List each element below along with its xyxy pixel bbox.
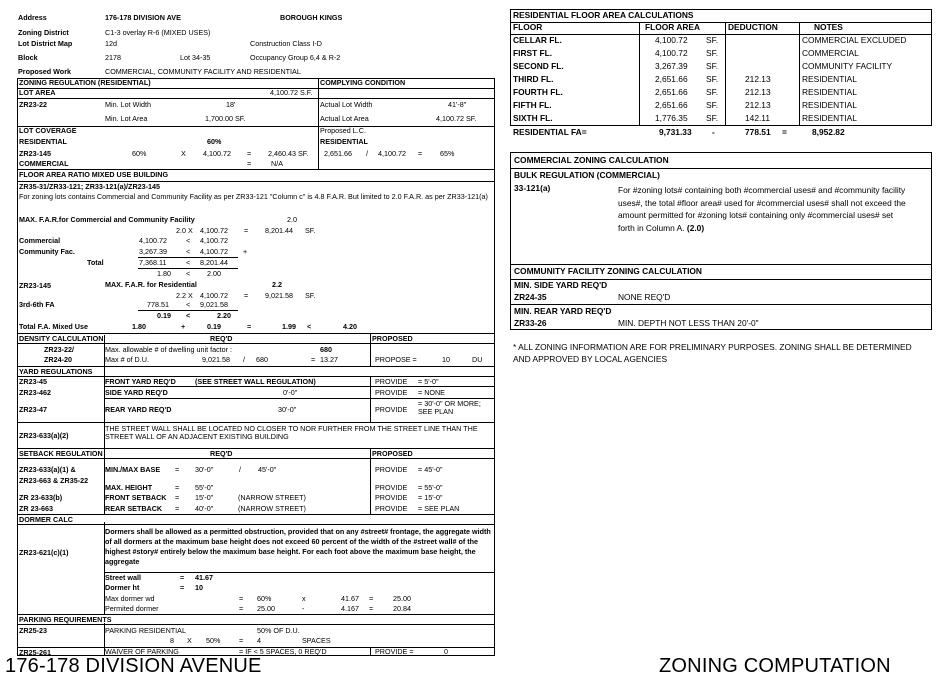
- dormer-permitted-label: Permited dormer: [105, 604, 159, 613]
- rfa-note: RESIDENTIAL: [802, 74, 857, 84]
- commercial-text-bold: (2.0): [686, 222, 705, 233]
- far-l2a: 2.2: [176, 291, 186, 300]
- dormer-mw6: 25.00: [393, 594, 411, 603]
- side-yard-value: NONE REQ'D: [618, 292, 671, 302]
- footer-address: 176-178 DIVISION AVENUE: [5, 655, 262, 677]
- lot-area-label: LOT AREA: [19, 88, 56, 97]
- yard-value-3: 30'-0": [278, 405, 297, 414]
- actual-lot-area-value: 4,100.72 SF.: [436, 114, 477, 123]
- lc-result: 2,460.43 SF.: [268, 149, 309, 158]
- far-community-label: Community Fac.: [19, 247, 75, 256]
- side-yard-label: MIN. SIDE YARD REQ'D: [514, 280, 608, 290]
- rfa-total-minus: -: [712, 127, 715, 137]
- far-m6: <: [307, 322, 312, 331]
- parking-waiver-provide: PROVIDE =: [375, 647, 414, 656]
- rfa-unit: SF.: [706, 48, 719, 58]
- bulk-regulation-label: BULK REGULATION (COMMERCIAL): [514, 170, 660, 180]
- dormer-pd3: -: [302, 604, 305, 613]
- proposed-work-value: COMMERCIAL, COMMUNITY FACILITY AND RESIDENTIAL: [105, 67, 301, 76]
- side-yard-code: ZR24-35: [514, 292, 547, 302]
- rfa-note: COMMUNITY FACILITY: [802, 61, 893, 71]
- setback-height-label: MAX. HEIGHT: [105, 483, 153, 492]
- rfa-area: 4,100.72: [655, 35, 688, 45]
- commercial-title: COMMERCIAL ZONING CALCULATION: [514, 155, 669, 165]
- parking-res-value: 50% OF D.U.: [257, 626, 300, 635]
- dormer-mw1: =: [239, 594, 244, 603]
- rfa-header-notes: NOTES: [814, 22, 843, 32]
- lc-x: X: [181, 149, 186, 158]
- dormer-pd1: =: [239, 604, 244, 613]
- zoning-district-value: C1-3 overlay R-6 (MIXED USES): [105, 28, 211, 37]
- lc-residential-label: RESIDENTIAL: [19, 137, 67, 146]
- far-l1c: 4,100.72: [200, 226, 228, 235]
- rfa-unit: SF.: [706, 74, 719, 84]
- far-g3: 2.20: [217, 311, 231, 320]
- rfa-header-deduction: DEDUCTION: [728, 22, 778, 32]
- setback-height-value: 55'-0": [195, 483, 214, 492]
- lc-eq-3: =: [247, 159, 252, 168]
- rfa-note: COMMERCIAL: [802, 48, 859, 58]
- setback-rear-value: 40'-0": [195, 504, 214, 513]
- lc-p1: 2,651.66: [324, 149, 352, 158]
- density-code-1: ZR23-22/: [44, 345, 74, 354]
- setback-base-provide: PROVIDE: [375, 465, 408, 474]
- rfa-unit: SF.: [706, 35, 719, 45]
- yard-code-2: ZR23-462: [19, 388, 51, 397]
- rfa-floor: FIRST FL.: [513, 48, 553, 58]
- far-commercial-label: Commercial: [19, 236, 61, 245]
- setback-front-value: 15'-0": [195, 493, 214, 502]
- yard-title: YARD REGULATIONS: [19, 367, 93, 376]
- density-du5: 13.27: [320, 355, 338, 364]
- dormer-ht-value: 10: [195, 583, 203, 592]
- rfa-total-eq: =: [782, 127, 787, 137]
- setback-rear-label: REAR SETBACK: [105, 504, 163, 513]
- far-m2: +: [181, 322, 186, 331]
- density-propose-value: 10: [442, 355, 450, 364]
- rear-yard-code: ZR33-26: [514, 318, 547, 328]
- dormer-mw2: 60%: [257, 594, 272, 603]
- far-l2b: X: [188, 291, 193, 300]
- yard-pv-2: = NONE: [418, 388, 445, 397]
- far-l1d: =: [244, 226, 249, 235]
- dormer-pd5: =: [369, 604, 374, 613]
- lot-district-map-value: 12d: [105, 39, 117, 48]
- parking-waiver-label: WAIVER OF PARKING: [105, 647, 179, 656]
- rfa-total-area: 9,731.33: [659, 127, 692, 137]
- dormer-ht-eq: =: [180, 583, 185, 592]
- lc-eq: =: [247, 149, 252, 158]
- lc-area: 4,100.72: [203, 149, 231, 158]
- lot-coverage-title: LOT COVERAGE: [19, 126, 77, 135]
- lc-na: N/A: [271, 159, 283, 168]
- rfa-total-ded: 778.51: [745, 127, 771, 137]
- setback-height-provide: PROVIDE: [375, 483, 408, 492]
- density-propose-unit: DU: [472, 355, 483, 364]
- yard-code-3: ZR23-47: [19, 405, 47, 414]
- rfa-unit: SF.: [706, 100, 719, 110]
- far-c1: 4,100.72: [139, 236, 167, 245]
- rfa-floor: THIRD FL.: [513, 74, 554, 84]
- rfa-total-label: RESIDENTIAL FA=: [513, 127, 587, 137]
- dormer-title: DORMER CALC: [19, 515, 73, 524]
- yard-value-2: 0'-0": [283, 388, 298, 397]
- far-cf2: <: [186, 247, 191, 256]
- zoning-reg-code: ZR23-22: [19, 100, 47, 109]
- block-value: 2178: [105, 53, 121, 62]
- lc-pct-2: 60%: [132, 149, 147, 158]
- yard-provide-1: PROVIDE: [375, 377, 408, 386]
- zoning-district-label: Zoning District: [18, 28, 69, 37]
- far-l1f: SF.: [305, 226, 316, 235]
- dormer-mw4: 41.67: [341, 594, 359, 603]
- far-g2: <: [186, 311, 191, 320]
- yard-provide-2: PROVIDE: [375, 388, 408, 397]
- far-r3: 2.00: [207, 269, 221, 278]
- far-cf1: 3,267.39: [139, 247, 167, 256]
- setback-base-label: MIN./MAX BASE: [105, 465, 161, 474]
- setback-code-1: ZR23-633(a)(1) &: [19, 465, 76, 474]
- setback-front-label: FRONT SETBACK: [105, 493, 167, 502]
- far-m5: 1.99: [282, 322, 296, 331]
- density-code-2: ZR24-20: [44, 355, 72, 364]
- rfa-ded: 212.13: [745, 74, 771, 84]
- rfa-header-area: FLOOR AREA: [645, 22, 701, 32]
- lc-p2: 4,100.72: [378, 149, 406, 158]
- far-max-res-value: 2.2: [272, 280, 282, 289]
- yard-label-2: SIDE YARD REQ'D: [105, 388, 168, 397]
- lc-code: ZR23-145: [19, 149, 51, 158]
- proposed-lc-label: Proposed L.C.: [320, 126, 366, 135]
- rfa-floor: CELLAR FL.: [513, 35, 562, 45]
- far-max-comm-label: MAX. F.A.R.for Commercial and Community Facility: [19, 215, 195, 224]
- rfa-area: 2,651.66: [655, 87, 688, 97]
- lc-p3: 65%: [440, 149, 455, 158]
- lot-area-value: 4,100.72 S.F.: [270, 88, 313, 97]
- disclaimer-text: * ALL ZONING INFORMATION ARE FOR PRELIMINARY PURPOSES. ZONING SHALL BE DETERMINED AND APPROVED BY LOCAL AGENCIES: [513, 342, 912, 365]
- far-note: For zoning lots contains Commercial and Community Facility as per ZR33-121 "Column c" is 4.8 F.A.R. But limited to 2.0 F.A.R. as per ZR33-121(a): [19, 192, 488, 201]
- setback-rear-pv: = SEE PLAN: [418, 504, 460, 513]
- far-l1e: 8,201.44: [265, 226, 293, 235]
- rfa-unit: SF.: [706, 113, 719, 123]
- setback-front-provide: PROVIDE: [375, 493, 408, 502]
- setback-rear-provide: PROVIDE: [375, 504, 408, 513]
- rfa-area: 4,100.72: [655, 48, 688, 58]
- setback-rear-note: (NARROW STREET): [238, 504, 306, 513]
- setback-front-eq: =: [175, 493, 180, 502]
- rfa-unit: SF.: [706, 87, 719, 97]
- far-total-label: Total: [87, 258, 104, 267]
- parking-p2: X: [187, 636, 192, 645]
- commercial-text: For #zoning lots# containing both #commercial uses# and #community facility uses#, the total #floor area# used for #commercial uses# shall not exceed the amount permitted for #zoning lots# containing only #commercial uses# set forth in Column A.: [618, 185, 906, 233]
- parking-waiver-pv: 0: [444, 647, 448, 656]
- commercial-text-block: [618, 184, 908, 234]
- actual-lot-width-label: Actual Lot Width: [320, 100, 373, 109]
- dormer-code: ZR23-621(c)(1): [19, 548, 69, 557]
- dormer-mw3: x: [302, 594, 306, 603]
- setback-proposed: PROPOSED: [372, 449, 413, 458]
- rfa-note: COMMERCIAL EXCLUDED: [802, 35, 907, 45]
- density-du4: =: [311, 355, 316, 364]
- rfa-ded: 212.13: [745, 100, 771, 110]
- parking-p1: 8: [170, 636, 174, 645]
- setback-code-1b: ZR23-663 & ZR35-22: [19, 476, 89, 485]
- density-du-label: Max # of D.U.: [105, 355, 149, 364]
- yard-value-1: (SEE STREET WALL REGULATION): [195, 377, 316, 386]
- lc-eq-2: =: [418, 149, 423, 158]
- yard-pv-3: = 30'-0" OR MORE; SEE PLAN: [418, 399, 481, 417]
- far-l1b: X: [188, 226, 193, 235]
- setback-height-pv: = 55'-0": [418, 483, 443, 492]
- actual-lot-area-label: Actual Lot Area: [320, 114, 369, 123]
- setback-base-1: 30'-0": [195, 465, 214, 474]
- rfa-unit: SF.: [706, 61, 719, 71]
- far-r2: <: [186, 269, 191, 278]
- rfa-area: 1,776.35: [655, 113, 688, 123]
- rear-yard-value: MIN. DEPTH NOT LESS THAN 20'-0": [618, 318, 759, 328]
- far-t3: 8,201.44: [200, 258, 228, 267]
- parking-p3: 50%: [206, 636, 221, 645]
- rfa-note: RESIDENTIAL: [802, 113, 857, 123]
- occupancy-group: Occupancy Group 6,4 & R-2: [250, 53, 341, 62]
- density-du1: 9,021.58: [202, 355, 230, 364]
- block-label: Block: [18, 53, 38, 62]
- setback-code-2: ZR 23-633(b): [19, 493, 63, 502]
- parking-res-label: PARKING RESIDENTIAL: [105, 626, 186, 635]
- dormer-ht-label: Dormer ht: [105, 583, 140, 592]
- parking-code-1: ZR25-23: [19, 626, 47, 635]
- lc-commercial-label: COMMERCIAL: [19, 159, 69, 168]
- density-reqd: REQ'D: [210, 334, 233, 343]
- dormer-street-wall-label: Street wall: [105, 573, 141, 582]
- setback-base-eq: =: [175, 465, 180, 474]
- far-max-res-label: MAX. F.A.R. for Residential: [105, 280, 197, 289]
- density-propose: PROPOSE =: [375, 355, 417, 364]
- yard-provide-3: PROVIDE: [375, 405, 408, 414]
- rfa-title: RESIDENTIAL FLOOR AREA CALCULATIONS: [513, 10, 694, 20]
- far-c2: <: [186, 236, 191, 245]
- parking-code-2: ZR25-261: [19, 648, 51, 657]
- lc-slash: /: [366, 149, 368, 158]
- complying-title: COMPLYING CONDITION: [320, 78, 406, 87]
- construction-class: Construction Class I-D: [250, 39, 322, 48]
- community-title: COMMUNITY FACILITY ZONING CALCULATION: [514, 266, 702, 276]
- setback-rear-eq: =: [175, 504, 180, 513]
- density-max-allow-label: Max. allowable # of dwelling unit factor :: [105, 345, 233, 354]
- lot-district-map-label: Lot District Map: [18, 39, 73, 48]
- setback-base-2: 45'-0": [258, 465, 277, 474]
- setback-reqd: REQ'D: [210, 449, 233, 458]
- density-max-allow-value: 680: [320, 345, 332, 354]
- far-m7: 4.20: [343, 322, 357, 331]
- address-label: Address: [18, 13, 47, 22]
- min-lot-area-label: Min. Lot Area: [105, 114, 148, 123]
- density-title: DENSITY CALCULATION: [19, 334, 104, 343]
- setback-front-note: (NARROW STREET): [238, 493, 306, 502]
- rfa-floor: SIXTH FL.: [513, 113, 553, 123]
- setback-front-pv: = 15'-0": [418, 493, 443, 502]
- far-code-2: ZR23-145: [19, 281, 51, 290]
- yard-pv-1: = 5'-0": [418, 377, 439, 386]
- far-t1: 7,368.11: [139, 258, 167, 267]
- street-wall-text: THE STREET WALL SHALL BE LOCATED NO CLOSER TO NOR FURTHER FROM THE STREET LINE THAN THE STREET WALL OF AN ADJACENT EXISTING BUILDING: [105, 424, 478, 442]
- min-lot-width-value: 18': [226, 100, 236, 109]
- far-f2: <: [186, 300, 191, 309]
- parking-p6: SPACES: [302, 636, 331, 645]
- setback-code-3: ZR 23-663: [19, 504, 53, 513]
- far-f3: 9,021.58: [200, 300, 228, 309]
- setback-title: SETBACK REGULATION: [19, 449, 103, 458]
- parking-p5: 4: [257, 636, 261, 645]
- density-proposed: PROPOSED: [372, 334, 413, 343]
- far-g1: 0.19: [157, 311, 171, 320]
- rfa-note: RESIDENTIAL: [802, 87, 857, 97]
- rear-yard-label: MIN. REAR YARD REQ'D: [514, 306, 612, 316]
- dormer-mw5: =: [369, 594, 374, 603]
- far-t2: <: [186, 258, 191, 267]
- rfa-floor: FIFTH FL.: [513, 100, 552, 110]
- dormer-pd6: 20.84: [393, 604, 411, 613]
- far-c3: 4,100.72: [200, 236, 228, 245]
- yard-label-3: REAR YARD REQ'D: [105, 405, 172, 414]
- dormer-pd4: 4.167: [341, 604, 359, 613]
- parking-p4: =: [239, 636, 244, 645]
- far-l1a: 2.0: [176, 226, 186, 235]
- yard-code-1: ZR23-45: [19, 377, 47, 386]
- rfa-floor: SECOND FL.: [513, 61, 564, 71]
- far-l2c: 4,100.72: [200, 291, 228, 300]
- far-title: FLOOR AREA RATIO MIXED USE BUILDING: [19, 170, 169, 179]
- rfa-ded: 212.13: [745, 87, 771, 97]
- lc-residential-label-2: RESIDENTIAL: [320, 137, 368, 146]
- far-m1: 1.80: [132, 322, 146, 331]
- dormer-street-wall-eq: =: [180, 573, 185, 582]
- rfa-area: 2,651.66: [655, 100, 688, 110]
- setback-base-pv: = 45'-0": [418, 465, 443, 474]
- far-fa-label: 3rd-6th FA: [19, 300, 55, 309]
- street-wall-code: ZR23-633(a)(2): [19, 431, 69, 440]
- rfa-total-result: 8,952.82: [812, 127, 845, 137]
- far-codes: ZR35-31/ZR33-121; ZR33-121(a)/ZR23-145: [19, 182, 161, 191]
- far-f1: 778.51: [147, 300, 169, 309]
- far-m4: =: [247, 322, 252, 331]
- setback-base-slash: /: [239, 465, 241, 474]
- proposed-work-label: Proposed Work: [18, 67, 71, 76]
- dormer-pd2: 25.00: [257, 604, 275, 613]
- far-l2d: =: [244, 291, 249, 300]
- lc-pct: 60%: [207, 137, 222, 146]
- far-m3: 0.19: [207, 322, 221, 331]
- commercial-code: 33-121(a): [514, 183, 551, 193]
- parking-title: PARKING REQUIREMENTS: [19, 615, 112, 624]
- rfa-ded: 142.11: [745, 113, 770, 123]
- dormer-text: Dormers shall be allowed as a permitted obstruction, provided that on any #street# frontage, the aggregate width of all dormers at the maximum base height does not exceed 60 percent of the width of the #street wall# of the highest #story# entirely below the maximum base height. For each foot above the maximum base height, the aggregate: [105, 527, 491, 567]
- address-value: 176-178 DIVISION AVE: [105, 13, 181, 22]
- rfa-area: 2,651.66: [655, 74, 688, 84]
- dormer-street-wall-value: 41.67: [195, 573, 213, 582]
- density-du2: /: [243, 355, 245, 364]
- far-total-mixed-label: Total F.A. Mixed Use: [19, 322, 88, 331]
- far-l2f: SF.: [305, 291, 316, 300]
- min-lot-width-label: Min. Lot Width: [105, 100, 151, 109]
- far-cf4: +: [243, 247, 248, 256]
- far-l2e: 9,021.58: [265, 291, 293, 300]
- dormer-max-wd-label: Max dormer wd: [105, 594, 155, 603]
- rfa-header-floor: FLOOR: [513, 22, 543, 32]
- footer-title: ZONING COMPUTATION: [659, 655, 891, 677]
- min-lot-area-value: 1,700.00 SF.: [205, 114, 246, 123]
- setback-height-eq: =: [175, 483, 180, 492]
- rfa-floor: FOURTH FL.: [513, 87, 563, 97]
- rfa-note: RESIDENTIAL: [802, 100, 857, 110]
- actual-lot-width-value: 41'-8": [448, 100, 467, 109]
- density-du3: 680: [256, 355, 268, 364]
- far-cf3: 4,100.72: [200, 247, 228, 256]
- parking-waiver-value: = IF < 5 SPACES, 0 REQ'D: [239, 647, 327, 656]
- far-max-comm-value: 2.0: [287, 215, 297, 224]
- borough-value: BOROUGH KINGS: [280, 13, 343, 22]
- zoning-reg-title: ZONING REGULATION (RESIDENTIAL): [19, 78, 151, 87]
- rfa-area: 3,267.39: [655, 61, 688, 71]
- yard-label-1: FRONT YARD REQ'D: [105, 377, 176, 386]
- lot-value: Lot 34-35: [180, 53, 211, 62]
- far-r1: 1.80: [157, 269, 171, 278]
